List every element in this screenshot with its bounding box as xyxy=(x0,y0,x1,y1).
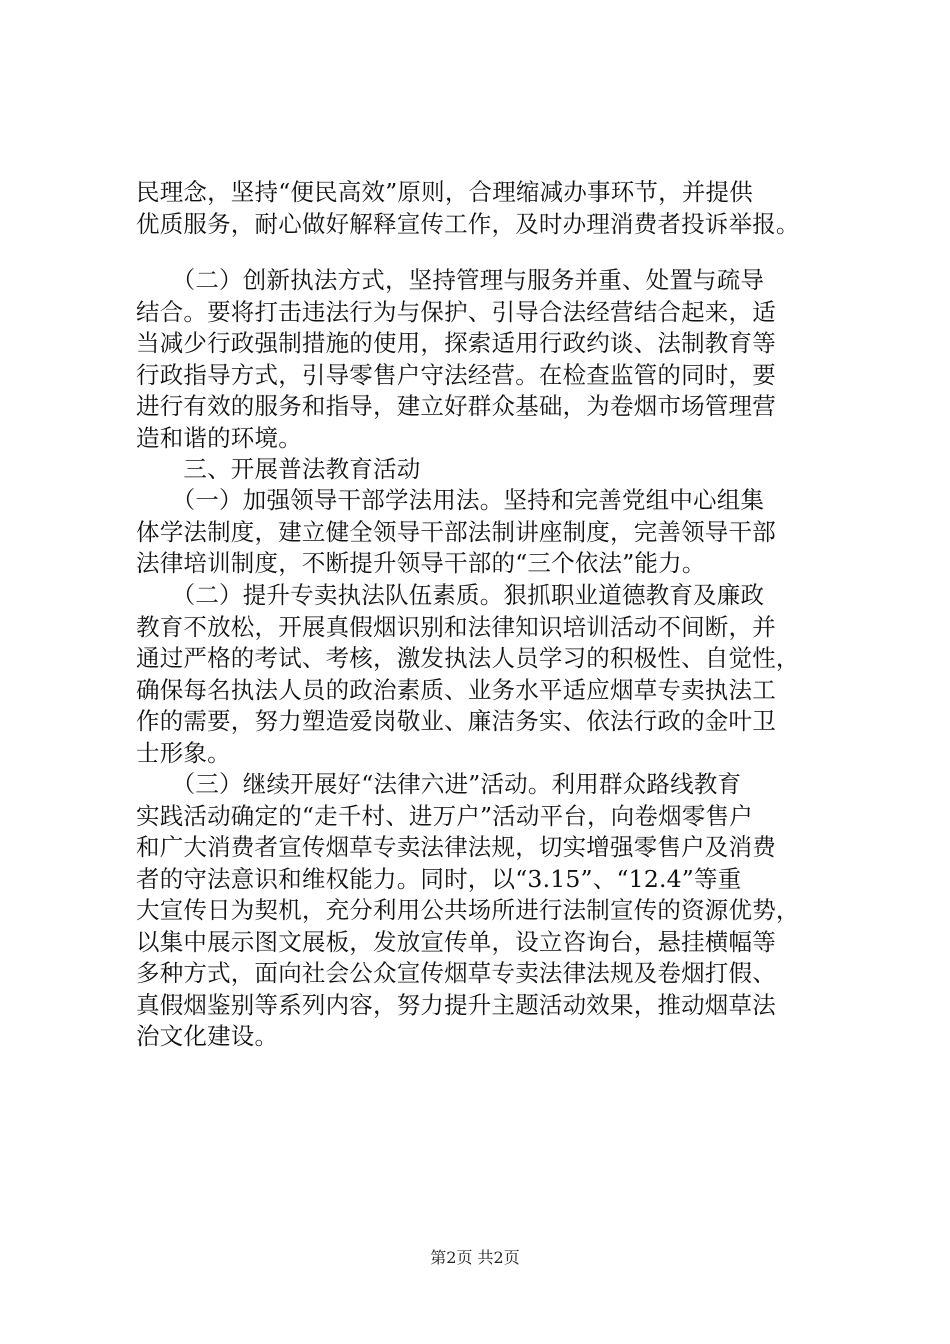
section-three-heading: 三、开展普法教育活动 xyxy=(136,455,421,483)
text-line: 多种方式，面向社会公众宣传烟草专卖法律法规及卷烟打假、 xyxy=(136,959,776,987)
text-line: 治文化建设。 xyxy=(136,1022,279,1050)
section-heading xyxy=(136,454,826,486)
text-line: 真假烟鉴别等系列内容，努力提升主题活动效果，推动烟草法 xyxy=(136,990,776,1019)
text-line: 大宣传日为契机，充分利用公共场所进行法制宣传的资源优势， xyxy=(136,896,800,924)
text-line: 士形象。 xyxy=(136,738,231,767)
paragraph-innovate-enforcement xyxy=(136,265,826,454)
text-line: 造和谐的环境。 xyxy=(136,423,302,452)
page-footer xyxy=(0,1245,950,1268)
text-line: 法律培训制度，不断提升领导干部的“三个依法”能力。 xyxy=(136,549,706,577)
text-line: 确保每名执法人员的政治素质、业务水平适应烟草专卖执法工 xyxy=(136,675,776,704)
paragraph-intro-continuation xyxy=(136,177,826,240)
text-line: （二）提升专卖执法队伍素质。狠抓职业道德教育及廉政 xyxy=(136,581,765,609)
text-line: 优质服务，耐心做好解释宣传工作，及时办理消费者投诉举报。 xyxy=(136,209,800,238)
text-line: （一）加强领导干部学法用法。坚持和完善党组中心组集 xyxy=(136,486,765,514)
text-line: （二）创新执法方式，坚持管理与服务并重、处置与疏导 xyxy=(136,266,765,294)
text-line: 者的守法意识和维权能力。同时，以“3.15”、“12.4”等重 xyxy=(136,864,742,893)
text-line: 民理念，坚持“便民高效”原则，合理缩减办事环节，并提供 xyxy=(136,178,753,206)
paragraph-enforcement-team-quality xyxy=(136,580,826,769)
text-line: 进行有效的服务和指导，建立好群众基础，为卷烟市场管理营 xyxy=(136,392,776,420)
text-line: 通过严格的考试、考核，激发执法人员学习的积极性、自觉性， xyxy=(136,644,800,672)
paragraph-leaders-study-law xyxy=(136,485,826,580)
text-line: 和广大消费者宣传烟草专卖法律法规，切实增强零售户及消费 xyxy=(136,833,776,861)
text-line: 作的需要，努力塑造爱岗敬业、廉洁务实、依法行政的金叶卫 xyxy=(136,707,776,735)
text-line: （三）继续开展好“法律六进”活动。利用群众路线教育 xyxy=(136,770,742,798)
text-line: 当减少行政强制措施的使用，探索适用行政约谈、法制教育等 xyxy=(136,329,776,357)
text-line: 教育不放松，开展真假烟识别和法律知识培训活动不间断，并 xyxy=(136,612,776,641)
text-line: 实践活动确定的“走千村、进万户”活动平台，向卷烟零售户 xyxy=(136,801,753,830)
page-number-indicator: 第2页 共2页 xyxy=(430,1248,520,1267)
text-line: 体学法制度，建立健全领导干部法制讲座制度，完善领导干部 xyxy=(136,517,776,546)
paragraph-law-six-entries xyxy=(136,769,826,1053)
text-line: 结合。要将打击违法行为与保护、引导合法经营结合起来，适 xyxy=(136,297,776,326)
text-line: 以集中展示图文展板，发放宣传单，设立咨询台，悬挂横幅等 xyxy=(136,927,776,956)
text-line: 行政指导方式，引导零售户守法经营。在检查监管的同时，要 xyxy=(136,360,776,389)
